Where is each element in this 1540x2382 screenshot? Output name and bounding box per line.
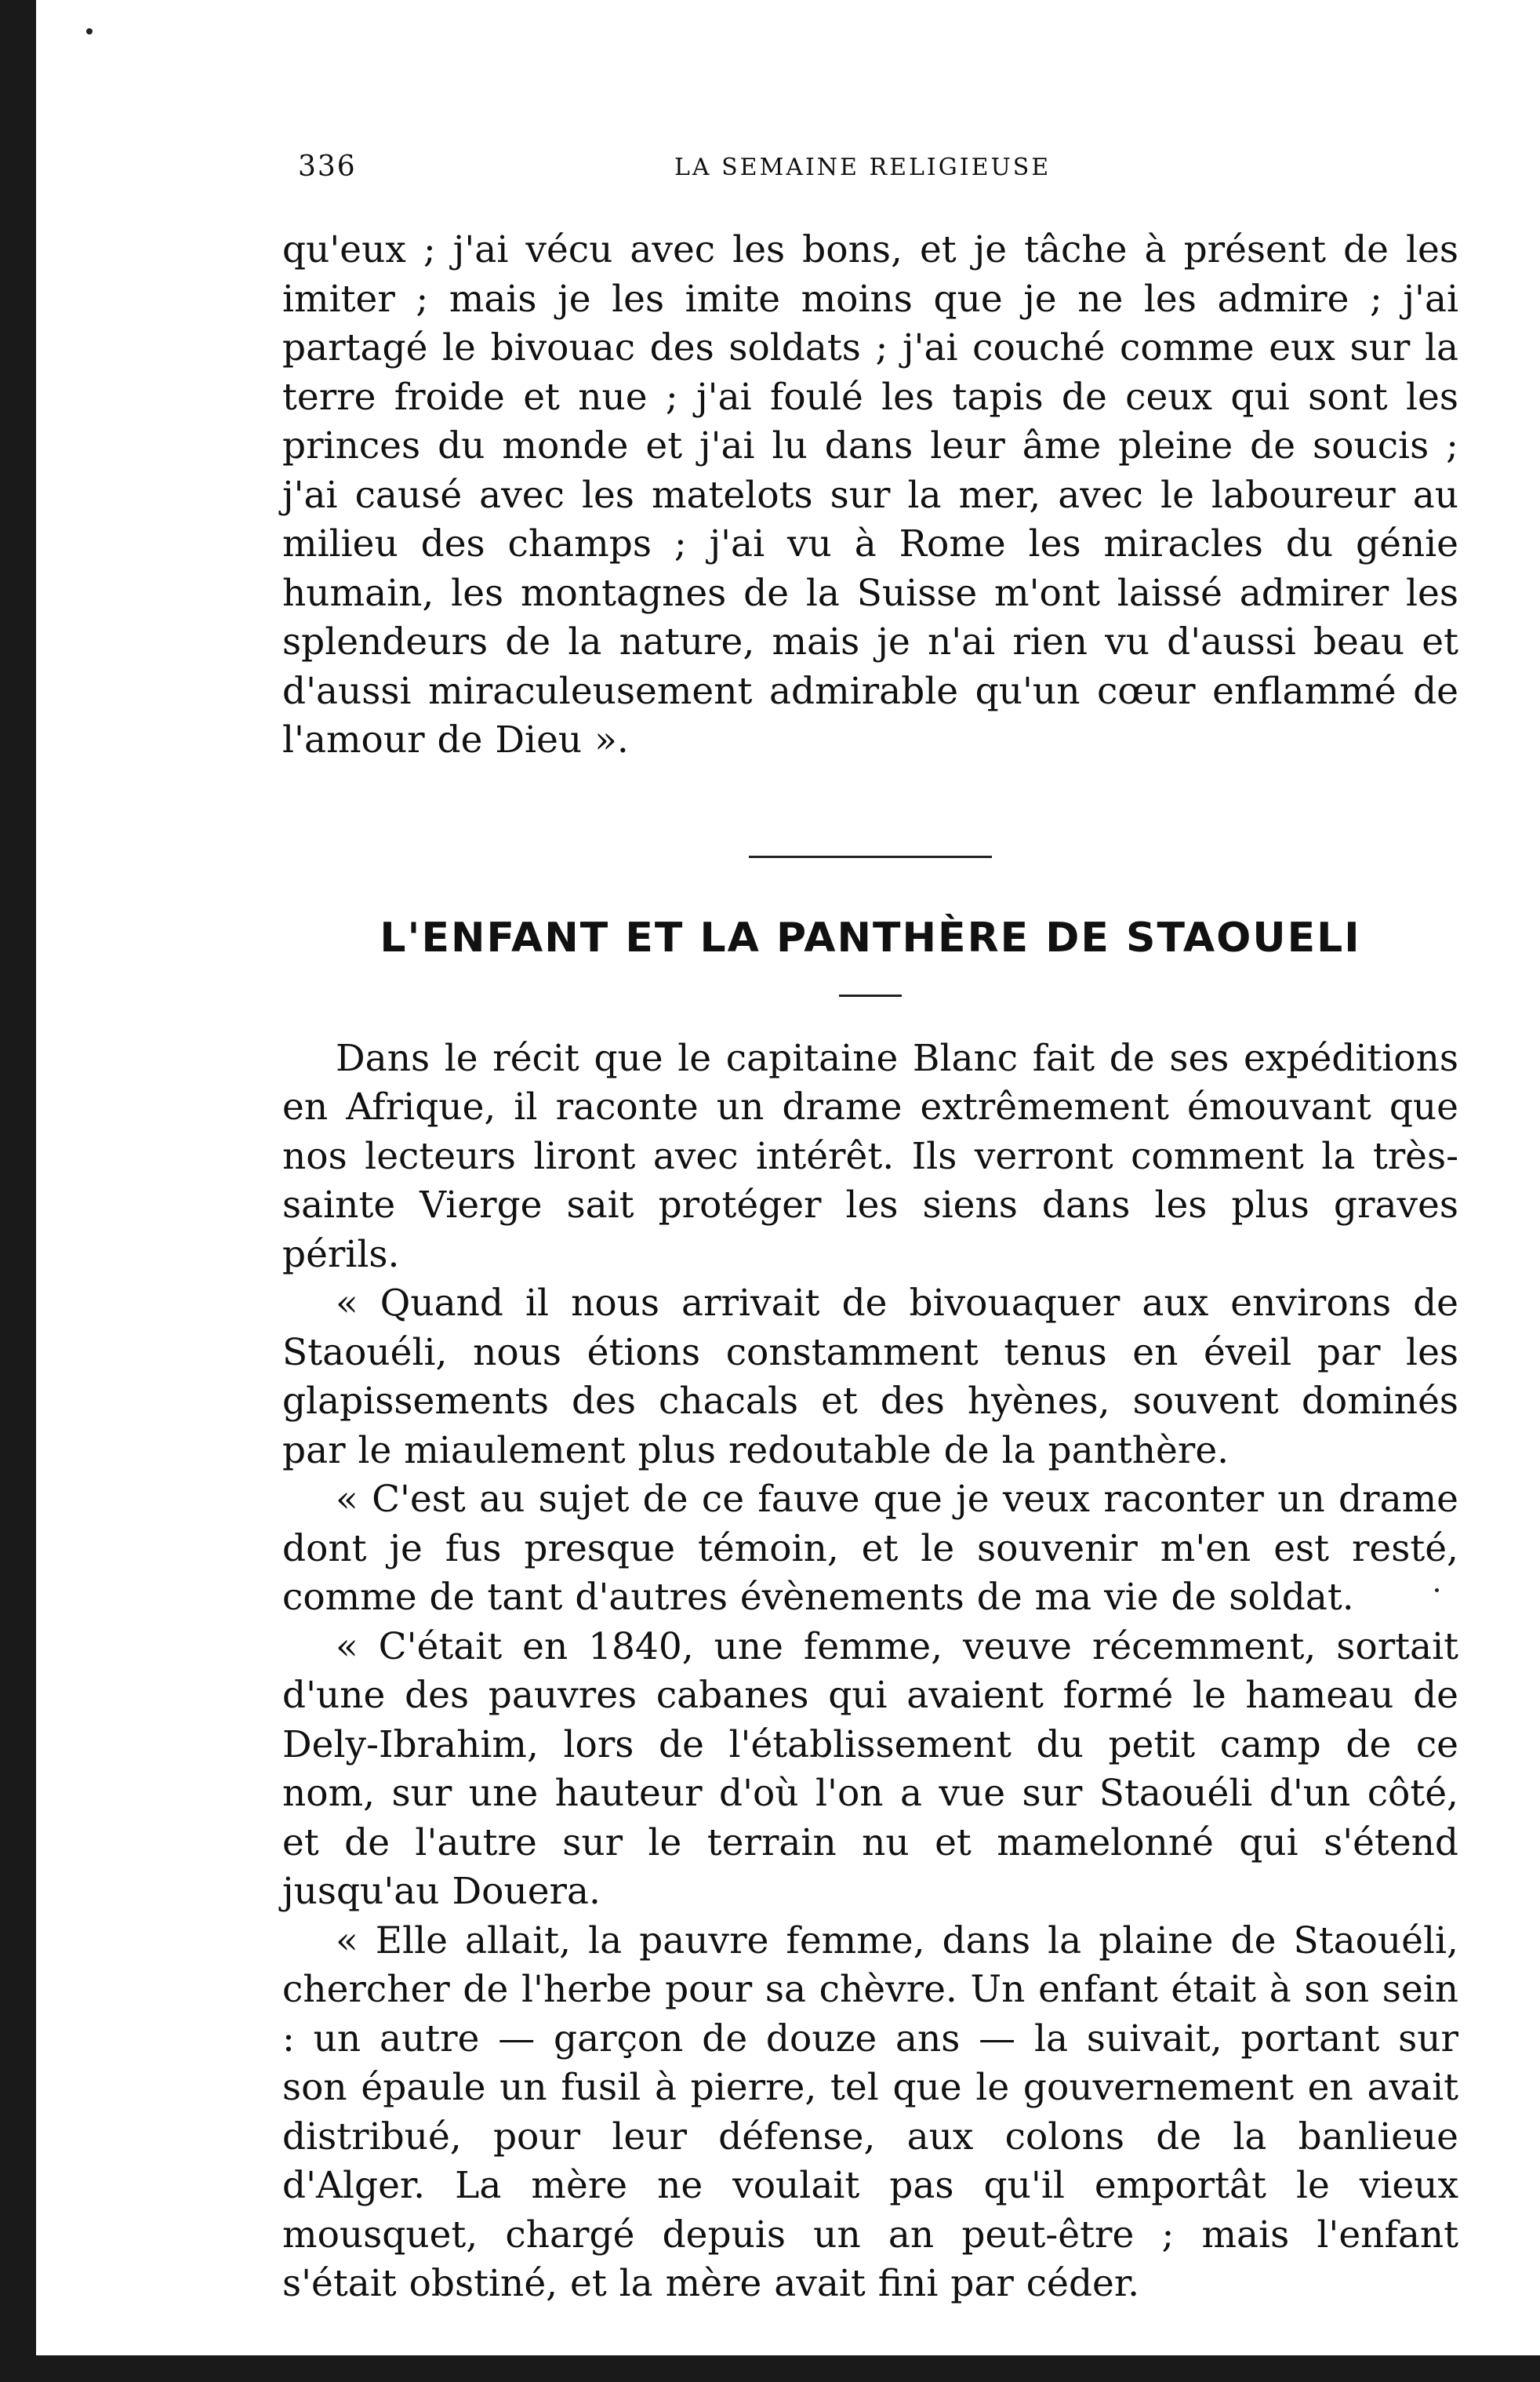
running-head: LA SEMAINE RELIGIEUSE [674,154,1051,181]
continued-paragraph: qu'eux ; j'ai vécu avec les bons, et je tâche à présent de les imiter ; mais je les imite moins que je ne les admire ; j'ai partagé le bivouac des soldats ; j'ai couché comme eux sur la terre froide et nue ; j'ai foulé les tapis de ceux qui sont les princes du monde et j'ai lu dans leur âme pleine de soucis ; j'ai causé avec les matelots sur la mer, avec le laboureur au milieu des champs ; j'ai vu à Rome les miracles du génie humain, les montagnes de la Suisse m'ont laissé admirer les splendeurs de la nature, mais je n'ai rien vu d'aussi beau et d'aussi miraculeusement admirable qu'un cœur enflammé de l'amour de Dieu ». [282,228,1458,762]
article-paragraph: « Elle allait, la pauvre femme, dans la plaine de Staouéli, chercher de l'herbe pour sa chèvre. Un enfant était à son sein : un autre — garçon de douze ans — la suivait, portant sur son épaule un fusil à pierre, tel que le gouvernement en avait distribué, pour leur défense, aux colons de la banlieue d'Alger. La mère ne voulait pas qu'il emportât le vieux mousquet, chargé depuis un an peut-être ; mais l'enfant s'était obstiné, et la mère avait fini par céder. [282,1918,1458,2305]
article-paragraph: « C'était en 1840, une femme, veuve récemment, sortait d'une des pauvres cabanes qui avaient formé le hameau de Dely-Ibrahim, lors de l'établissement du petit camp de ce nom, sur une hauteur d'où l'on a vue sur Staouéli d'un côté, et de l'autre sur le terrain nu et mamelonné qui s'étend jusqu'au Douera. [282,1624,1458,1913]
article-paragraph: Dans le récit que le capitaine Blanc fait de ses expéditions en Afrique, il raconte un drame extrêmement émouvant que nos lecteurs liront avec intérêt. Ils verront comment la très-sainte Vierge sait protéger les siens dans les plus graves périls. [282,1036,1458,1276]
page-number: 336 [298,151,357,183]
scan-bottom-border [0,2355,1540,2382]
title-rule [839,995,902,997]
article-title: L'ENFANT ET LA PANTHÈRE DE STAOUELI [380,914,1361,962]
scan-speck [86,28,93,35]
page-header [282,141,1458,196]
article-paragraph: « C'est au sujet de ce fauve que je veux raconter un drame dont je fus presque témoin, et le souvenir m'en est resté, comme de tant d'autres évènements de ma vie de soldat. [282,1478,1458,1619]
scan-left-border [0,0,36,2382]
article-paragraph: « Quand il nous arrivait de bivouaquer aux environs de Staouéli, nous étions constamment tenus en éveil par les glapissements des chacals et des hyènes, souvent dominés par le miaulement plus redoutable de la panthère. [282,1282,1458,1472]
section-divider [749,856,992,858]
book-page [282,141,1458,2309]
